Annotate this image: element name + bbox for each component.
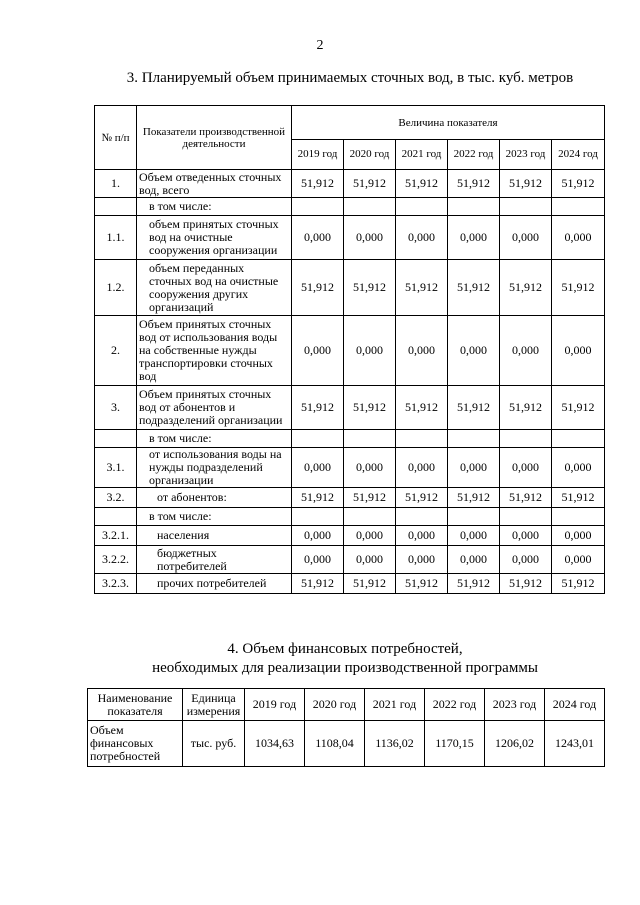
cell-value: 51,912 [500,386,552,430]
cell-value [344,430,396,448]
cell-value: 51,912 [448,170,500,198]
row-label: бюджетных потребителей [137,546,292,574]
table-row [95,170,605,198]
row-number: 1.2. [95,260,137,316]
header-year: 2021 год [396,140,448,170]
cell-value: 0,000 [448,316,500,386]
header-year: 2022 год [448,140,500,170]
cell-value: 0,000 [344,216,396,260]
cell-value [396,508,448,526]
row-number [95,198,137,216]
cell-value: 51,912 [344,170,396,198]
cell-value [448,508,500,526]
cell-value: 0,000 [500,526,552,546]
cell-value [344,198,396,216]
table-row [95,448,605,488]
page-number: 2 [316,38,324,53]
cell-value: 51,912 [292,260,344,316]
cell-value: 1034,63 [245,721,305,767]
cell-value [344,508,396,526]
cell-value [292,198,344,216]
cell-value [500,508,552,526]
row-label: объем принятых сточных вод на очистные сооружения организации [137,216,292,260]
table-row [95,198,605,216]
cell-value: 0,000 [396,546,448,574]
row-number: 3.1. [95,448,137,488]
cell-value [448,198,500,216]
cell-value: 0,000 [552,216,605,260]
cell-value [552,508,605,526]
table-row [95,260,605,316]
cell-value: 1243,01 [545,721,605,767]
cell-value: 0,000 [552,526,605,546]
cell-value: 0,000 [344,316,396,386]
cell-value: 0,000 [292,448,344,488]
cell-value [552,430,605,448]
cell-value [396,198,448,216]
table-row [95,488,605,508]
cell-value: 51,912 [552,170,605,198]
cell-value: 0,000 [292,216,344,260]
header-unit: Единица измерения [183,689,245,721]
header-year: 2024 год [545,689,605,721]
row-number: 2. [95,316,137,386]
cell-value: 51,912 [448,386,500,430]
cell-value: 51,912 [292,574,344,594]
cell-value: 51,912 [396,260,448,316]
cell-value: 0,000 [448,526,500,546]
header-year: 2022 год [425,689,485,721]
cell-value: 51,912 [500,574,552,594]
cell-value: 1136,02 [365,721,425,767]
cell-value: 51,912 [500,488,552,508]
header-value: Величина показателя [292,106,605,140]
financial-table [87,688,605,767]
cell-value: 51,912 [292,488,344,508]
cell-value: 51,912 [396,574,448,594]
row-unit: тыс. руб. [183,721,245,767]
section4-title-line2: необходимых для реализации производственной программы [152,660,538,676]
cell-value: 0,000 [500,546,552,574]
row-label: от использования воды на нужды подразделений организации [137,448,292,488]
cell-value [292,508,344,526]
cell-value: 51,912 [500,170,552,198]
cell-value: 51,912 [396,386,448,430]
header-year: 2023 год [500,140,552,170]
cell-value: 51,912 [448,260,500,316]
header-year: 2020 год [305,689,365,721]
cell-value: 51,912 [552,574,605,594]
row-number: 3.2.3. [95,574,137,594]
header-name: Наименование показателя [88,689,183,721]
cell-value: 51,912 [500,260,552,316]
cell-value: 0,000 [344,526,396,546]
cell-value: 0,000 [396,448,448,488]
header-indicator: Показатели производственной деятельности [137,106,292,170]
cell-value: 51,912 [292,386,344,430]
cell-value [292,430,344,448]
header-year: 2021 год [365,689,425,721]
table-row [95,386,605,430]
cell-value: 51,912 [344,488,396,508]
table-row [95,430,605,448]
cell-value: 51,912 [552,488,605,508]
cell-value: 0,000 [552,546,605,574]
cell-value: 0,000 [448,216,500,260]
cell-value: 0,000 [396,216,448,260]
header-year: 2023 год [485,689,545,721]
cell-value: 51,912 [448,574,500,594]
table-row [95,526,605,546]
section4-title-line1: 4. Объем финансовых потребностей, [227,641,463,657]
wastewater-table [94,105,605,594]
cell-value: 0,000 [500,448,552,488]
cell-value: 1170,15 [425,721,485,767]
cell-value: 0,000 [448,546,500,574]
cell-value: 0,000 [292,546,344,574]
row-label: объем переданных сточных вод на очистные сооружения других организаций [137,260,292,316]
section4-title [0,640,640,678]
row-number: 1. [95,170,137,198]
header-year: 2020 год [344,140,396,170]
cell-value: 51,912 [396,488,448,508]
cell-value: 51,912 [344,260,396,316]
cell-value: 51,912 [552,260,605,316]
cell-value: 0,000 [292,526,344,546]
cell-value: 0,000 [500,216,552,260]
cell-value: 0,000 [344,546,396,574]
header-num: № п/п [95,106,137,170]
row-number [95,430,137,448]
row-number [95,508,137,526]
table-row [95,574,605,594]
row-label: в том числе: [137,430,292,448]
section3-title: 3. Планируемый объем принимаемых сточных вод, в тыс. куб. метров [126,70,574,86]
row-label: от абонентов: [137,488,292,508]
cell-value: 0,000 [500,316,552,386]
cell-value [552,198,605,216]
cell-value: 51,912 [448,488,500,508]
cell-value: 0,000 [552,448,605,488]
cell-value: 51,912 [396,170,448,198]
row-label: Объем принятых сточных вод от абонентов и подразделений организации [137,386,292,430]
row-number: 3.2.2. [95,546,137,574]
cell-value: 1206,02 [485,721,545,767]
cell-value: 51,912 [292,170,344,198]
cell-value: 0,000 [396,526,448,546]
row-number: 1.1. [95,216,137,260]
row-number: 3. [95,386,137,430]
cell-value: 51,912 [344,386,396,430]
table-row [95,546,605,574]
table-row [95,216,605,260]
cell-value: 0,000 [292,316,344,386]
header-year: 2019 год [245,689,305,721]
cell-value: 0,000 [448,448,500,488]
cell-value: 51,912 [552,386,605,430]
row-name: Объем финансовых потребностей [88,721,183,767]
cell-value: 0,000 [344,448,396,488]
header-year: 2019 год [292,140,344,170]
cell-value: 51,912 [344,574,396,594]
cell-value [396,430,448,448]
table-row [95,508,605,526]
cell-value [448,430,500,448]
row-label: Объем отведенных сточных вод, всего [137,170,292,198]
row-label: в том числе: [137,198,292,216]
cell-value [500,430,552,448]
row-label: населения [137,526,292,546]
row-label: прочих потребителей [137,574,292,594]
table-row [95,316,605,386]
cell-value [500,198,552,216]
header-year: 2024 год [552,140,605,170]
row-label: Объем принятых сточных вод от использования воды на собственные нужды транспортировки сточных вод [137,316,292,386]
row-number: 3.2. [95,488,137,508]
row-label: в том числе: [137,508,292,526]
cell-value: 0,000 [552,316,605,386]
cell-value: 1108,04 [305,721,365,767]
row-number: 3.2.1. [95,526,137,546]
cell-value: 0,000 [396,316,448,386]
